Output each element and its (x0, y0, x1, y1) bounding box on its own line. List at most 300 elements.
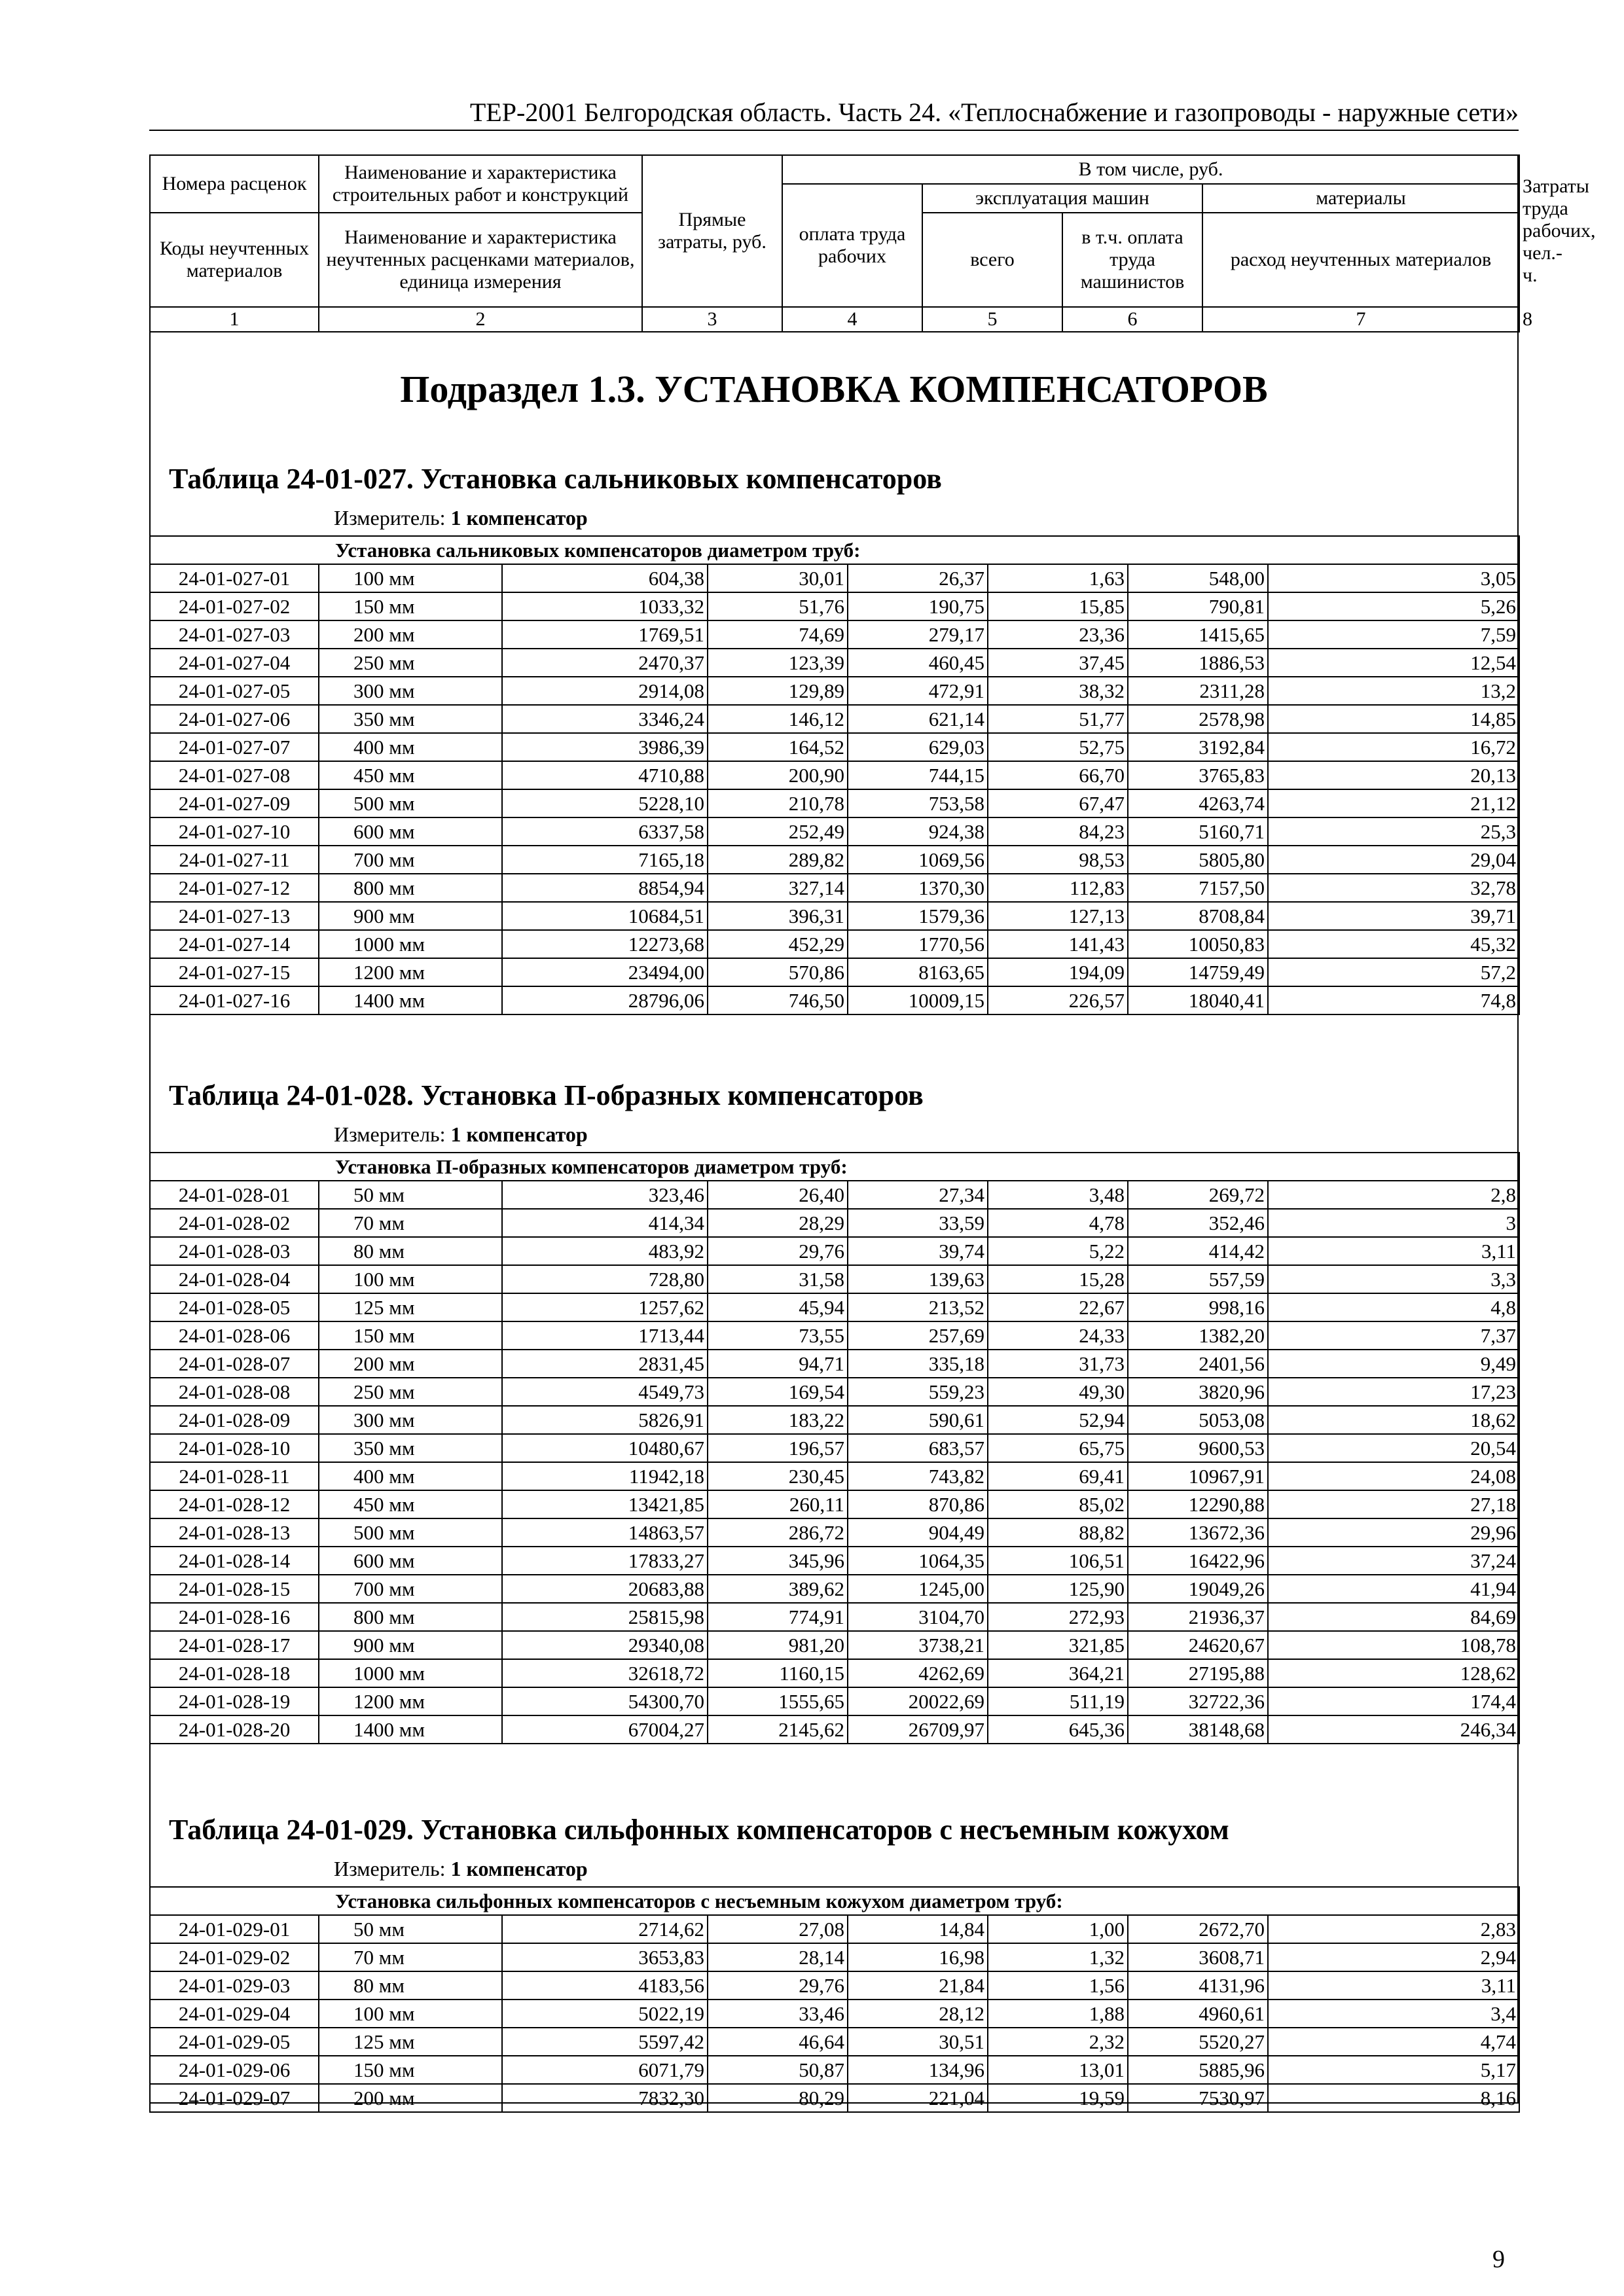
operator-pay-cell: 194,09 (988, 958, 1128, 986)
diameter-cell: 450 мм (319, 761, 502, 789)
direct-cost-cell: 4183,56 (502, 1971, 708, 2000)
diameter-cell: 200 мм (319, 620, 502, 649)
labor-hours-cell: 4,74 (1268, 2028, 1519, 2056)
header-rule (149, 130, 1519, 131)
group-row (150, 1153, 1519, 1181)
materials-cell: 1415,65 (1128, 620, 1268, 649)
direct-cost-cell: 5022,19 (502, 2000, 708, 2028)
labor-hours-cell: 7,59 (1268, 620, 1519, 649)
materials-cell: 13672,36 (1128, 1518, 1268, 1547)
table-027 (149, 535, 1520, 1015)
rate-code-cell: 24-01-027-13 (150, 902, 319, 930)
direct-cost-cell: 54300,70 (502, 1687, 708, 1715)
operator-pay-cell: 37,45 (988, 649, 1128, 677)
table-row (150, 1547, 1519, 1575)
labor-hours-cell: 12,54 (1268, 649, 1519, 677)
diameter-cell: 100 мм (319, 1265, 502, 1293)
labor-pay-cell: 230,45 (708, 1462, 848, 1490)
machines-total-cell: 1370,30 (848, 874, 988, 902)
machines-total-cell: 1245,00 (848, 1575, 988, 1603)
diameter-cell: 250 мм (319, 649, 502, 677)
machines-total-cell: 1064,35 (848, 1547, 988, 1575)
labor-hours-cell: 24,08 (1268, 1462, 1519, 1490)
labor-hours-cell: 13,2 (1268, 677, 1519, 705)
machines-total-cell: 3104,70 (848, 1603, 988, 1631)
materials-cell: 4960,61 (1128, 2000, 1268, 2028)
labor-pay-cell: 746,50 (708, 986, 848, 1014)
materials-cell: 5885,96 (1128, 2056, 1268, 2084)
running-header: ТЕР-2001 Белгородская область. Часть 24. «Теплоснабжение и газопроводы - наружные сети» (469, 98, 1519, 127)
direct-cost-cell: 6337,58 (502, 817, 708, 846)
col2-header-bottom: Наименование и характеристика неучтенных расценками материалов, единица измерения (319, 213, 642, 307)
operator-pay-cell: 645,36 (988, 1715, 1128, 1744)
materials-cell: 3820,96 (1128, 1378, 1268, 1406)
table-row (150, 846, 1519, 874)
labor-hours-cell: 84,69 (1268, 1603, 1519, 1631)
diameter-cell: 1000 мм (319, 930, 502, 958)
rate-code-cell: 24-01-029-07 (150, 2084, 319, 2112)
operator-pay-cell: 1,56 (988, 1971, 1128, 2000)
diameter-cell: 800 мм (319, 1603, 502, 1631)
table-row (150, 705, 1519, 733)
table-029-title: Таблица 24-01-029. Установка сильфонных компенсаторов с несъемным кожухом (169, 1814, 1229, 1846)
diameter-cell: 700 мм (319, 1575, 502, 1603)
labor-hours-cell: 41,94 (1268, 1575, 1519, 1603)
materials-cell: 16422,96 (1128, 1547, 1268, 1575)
direct-cost-cell: 25815,98 (502, 1603, 708, 1631)
col-num-2: 2 (319, 307, 642, 332)
col4-header: оплата труда рабочих (782, 184, 922, 307)
rate-code-cell: 24-01-028-02 (150, 1209, 319, 1237)
labor-pay-cell: 286,72 (708, 1518, 848, 1547)
machines-total-cell: 629,03 (848, 733, 988, 761)
materials-cell: 3608,71 (1128, 1943, 1268, 1971)
diameter-cell: 150 мм (319, 2056, 502, 2084)
operator-pay-cell: 5,22 (988, 1237, 1128, 1265)
group-label: Установка сильфонных компенсаторов с несъемным кожухом диаметром труб: (150, 1887, 1519, 1915)
operator-pay-cell: 1,88 (988, 2000, 1128, 2028)
rate-code-cell: 24-01-027-03 (150, 620, 319, 649)
table-row (150, 1687, 1519, 1715)
rate-code-cell: 24-01-027-10 (150, 817, 319, 846)
table-row (150, 1265, 1519, 1293)
operator-pay-cell: 65,75 (988, 1434, 1128, 1462)
machines-total-cell: 221,04 (848, 2084, 988, 2112)
labor-hours-cell: 4,8 (1268, 1293, 1519, 1321)
direct-cost-cell: 10684,51 (502, 902, 708, 930)
diameter-cell: 600 мм (319, 817, 502, 846)
labor-hours-cell: 2,83 (1268, 1915, 1519, 1943)
machines-total-cell: 190,75 (848, 592, 988, 620)
operator-pay-cell: 141,43 (988, 930, 1128, 958)
direct-cost-cell: 5826,91 (502, 1406, 708, 1434)
labor-pay-cell: 252,49 (708, 817, 848, 846)
table-row (150, 1518, 1519, 1547)
table-row (150, 1434, 1519, 1462)
labor-hours-cell: 74,8 (1268, 986, 1519, 1014)
operator-pay-cell: 66,70 (988, 761, 1128, 789)
rate-code-cell: 24-01-027-05 (150, 677, 319, 705)
operator-pay-cell: 1,63 (988, 564, 1128, 592)
machines-total-cell: 16,98 (848, 1943, 988, 1971)
operator-pay-cell: 106,51 (988, 1547, 1128, 1575)
operator-pay-cell: 3,48 (988, 1181, 1128, 1209)
labor-hours-cell: 3,11 (1268, 1237, 1519, 1265)
diameter-cell: 200 мм (319, 2084, 502, 2112)
labor-pay-cell: 94,71 (708, 1350, 848, 1378)
machines-total-cell: 26,37 (848, 564, 988, 592)
machines-total-cell: 20022,69 (848, 1687, 988, 1715)
diameter-cell: 400 мм (319, 733, 502, 761)
labor-hours-cell: 45,32 (1268, 930, 1519, 958)
direct-cost-cell: 323,46 (502, 1181, 708, 1209)
materials-cell: 18040,41 (1128, 986, 1268, 1014)
table-row (150, 2084, 1519, 2112)
operator-pay-cell: 321,85 (988, 1631, 1128, 1659)
labor-pay-cell: 200,90 (708, 761, 848, 789)
machines-total-cell: 870,86 (848, 1490, 988, 1518)
col2-header-top: Наименование и характеристика строительных работ и конструкций (319, 155, 642, 213)
labor-pay-cell: 396,31 (708, 902, 848, 930)
table-row (150, 958, 1519, 986)
table-028-title: Таблица 24-01-028. Установка П-образных компенсаторов (169, 1079, 924, 1111)
materials-cell: 3765,83 (1128, 761, 1268, 789)
diameter-cell: 125 мм (319, 2028, 502, 2056)
operator-pay-cell: 125,90 (988, 1575, 1128, 1603)
machines-total-cell: 257,69 (848, 1321, 988, 1350)
table-028-measure (334, 1121, 588, 1148)
col1-header-bottom: Коды неучтенных материалов (150, 213, 319, 307)
materials-cell: 5053,08 (1128, 1406, 1268, 1434)
table-row (150, 1575, 1519, 1603)
table-row (150, 1293, 1519, 1321)
operator-pay-cell: 31,73 (988, 1350, 1128, 1378)
direct-cost-cell: 12273,68 (502, 930, 708, 958)
labor-hours-cell: 9,49 (1268, 1350, 1519, 1378)
machines-total-cell: 743,82 (848, 1462, 988, 1490)
machines-total-cell: 753,58 (848, 789, 988, 817)
table-row (150, 1237, 1519, 1265)
table-row (150, 761, 1519, 789)
table-row (150, 986, 1519, 1014)
rate-code-cell: 24-01-028-07 (150, 1350, 319, 1378)
materials-cell: 8708,84 (1128, 902, 1268, 930)
materials-cell: 790,81 (1128, 592, 1268, 620)
table-row (150, 1971, 1519, 2000)
machines-total-cell: 39,74 (848, 1237, 988, 1265)
diameter-cell: 500 мм (319, 1518, 502, 1547)
rate-code-cell: 24-01-027-01 (150, 564, 319, 592)
operator-pay-cell: 23,36 (988, 620, 1128, 649)
machines-total-cell: 14,84 (848, 1915, 988, 1943)
table-027-measure (334, 504, 588, 531)
col-num-7: 7 (1202, 307, 1519, 332)
rate-code-cell: 24-01-029-02 (150, 1943, 319, 1971)
table-row (150, 649, 1519, 677)
table-027-title: Таблица 24-01-027. Установка сальниковых компенсаторов (169, 463, 942, 495)
direct-cost-cell: 4549,73 (502, 1378, 708, 1406)
labor-pay-cell: 327,14 (708, 874, 848, 902)
direct-cost-cell: 29340,08 (502, 1631, 708, 1659)
direct-cost-cell: 5228,10 (502, 789, 708, 817)
diameter-cell: 200 мм (319, 1350, 502, 1378)
materials-cell: 19049,26 (1128, 1575, 1268, 1603)
col3-header: Прямые затраты, руб. (642, 155, 782, 307)
labor-pay-cell: 45,94 (708, 1293, 848, 1321)
table-row (150, 1209, 1519, 1237)
machines-total-cell: 8163,65 (848, 958, 988, 986)
measure-value: 1 компенсатор (450, 1122, 588, 1146)
diameter-cell: 70 мм (319, 1943, 502, 1971)
labor-hours-cell: 14,85 (1268, 705, 1519, 733)
operator-pay-cell: 2,32 (988, 2028, 1128, 2056)
labor-pay-cell: 210,78 (708, 789, 848, 817)
materials-cell: 2311,28 (1128, 677, 1268, 705)
col-num-3: 3 (642, 307, 782, 332)
diameter-cell: 125 мм (319, 1293, 502, 1321)
labor-pay-cell: 774,91 (708, 1603, 848, 1631)
col6-header: в т.ч. оплата труда машинистов (1062, 213, 1202, 307)
labor-pay-cell: 129,89 (708, 677, 848, 705)
labor-hours-cell: 17,23 (1268, 1378, 1519, 1406)
labor-pay-cell: 260,11 (708, 1490, 848, 1518)
materials-cell: 10050,83 (1128, 930, 1268, 958)
labor-pay-cell: 33,46 (708, 2000, 848, 2028)
materials-cell: 27195,88 (1128, 1659, 1268, 1687)
labor-hours-cell: 3,3 (1268, 1265, 1519, 1293)
labor-pay-cell: 27,08 (708, 1915, 848, 1943)
materials-cell: 12290,88 (1128, 1490, 1268, 1518)
rate-code-cell: 24-01-028-06 (150, 1321, 319, 1350)
table-028 (149, 1152, 1520, 1744)
labor-pay-cell: 2145,62 (708, 1715, 848, 1744)
rate-code-cell: 24-01-028-14 (150, 1547, 319, 1575)
labor-hours-cell: 3,4 (1268, 2000, 1519, 2028)
measure-value: 1 компенсатор (450, 506, 588, 529)
diameter-cell: 50 мм (319, 1181, 502, 1209)
table-row (150, 902, 1519, 930)
operator-pay-cell: 13,01 (988, 2056, 1128, 2084)
table-row (150, 1603, 1519, 1631)
materials-cell: 2672,70 (1128, 1915, 1268, 1943)
rate-code-cell: 24-01-028-01 (150, 1181, 319, 1209)
col-num-1: 1 (150, 307, 319, 332)
labor-hours-cell: 3 (1268, 1209, 1519, 1237)
materials-cell: 2401,56 (1128, 1350, 1268, 1378)
labor-hours-cell: 39,71 (1268, 902, 1519, 930)
direct-cost-cell: 414,34 (502, 1209, 708, 1237)
group-row (150, 536, 1519, 564)
table-row (150, 874, 1519, 902)
diameter-cell: 300 мм (319, 677, 502, 705)
col7-header: расход неучтенных материалов (1202, 213, 1519, 307)
rate-code-cell: 24-01-029-01 (150, 1915, 319, 1943)
operator-pay-cell: 24,33 (988, 1321, 1128, 1350)
labor-pay-cell: 1160,15 (708, 1659, 848, 1687)
operator-pay-cell: 364,21 (988, 1659, 1128, 1687)
direct-cost-cell: 32618,72 (502, 1659, 708, 1687)
direct-cost-cell: 728,80 (502, 1265, 708, 1293)
operator-pay-cell: 511,19 (988, 1687, 1128, 1715)
operator-pay-cell: 52,75 (988, 733, 1128, 761)
direct-cost-cell: 3986,39 (502, 733, 708, 761)
table-row (150, 677, 1519, 705)
rate-code-cell: 24-01-029-03 (150, 1971, 319, 2000)
machines-total-cell: 1579,36 (848, 902, 988, 930)
materials-cell: 38148,68 (1128, 1715, 1268, 1744)
materials-cell: 32722,36 (1128, 1687, 1268, 1715)
group-label: Установка сальниковых компенсаторов диаметром труб: (150, 536, 1519, 564)
diameter-cell: 70 мм (319, 1209, 502, 1237)
labor-hours-cell: 20,54 (1268, 1434, 1519, 1462)
materials-cell: 3192,84 (1128, 733, 1268, 761)
labor-pay-cell: 981,20 (708, 1631, 848, 1659)
table-row (150, 1715, 1519, 1744)
labor-pay-cell: 28,29 (708, 1209, 848, 1237)
labor-pay-cell: 345,96 (708, 1547, 848, 1575)
rate-code-cell: 24-01-028-18 (150, 1659, 319, 1687)
diameter-cell: 250 мм (319, 1378, 502, 1406)
diameter-cell: 1200 мм (319, 1687, 502, 1715)
labor-pay-cell: 570,86 (708, 958, 848, 986)
direct-cost-cell: 604,38 (502, 564, 708, 592)
labor-pay-cell: 196,57 (708, 1434, 848, 1462)
labor-pay-cell: 1555,65 (708, 1687, 848, 1715)
direct-cost-cell: 5597,42 (502, 2028, 708, 2056)
rate-code-cell: 24-01-028-19 (150, 1687, 319, 1715)
direct-cost-cell: 4710,88 (502, 761, 708, 789)
operator-pay-cell: 22,67 (988, 1293, 1128, 1321)
diameter-cell: 1400 мм (319, 986, 502, 1014)
diameter-cell: 350 мм (319, 1434, 502, 1462)
table-row (150, 1181, 1519, 1209)
labor-hours-cell: 25,3 (1268, 817, 1519, 846)
rate-code-cell: 24-01-028-12 (150, 1490, 319, 1518)
materials-cell: 7157,50 (1128, 874, 1268, 902)
labor-pay-cell: 123,39 (708, 649, 848, 677)
machines-total-cell: 590,61 (848, 1406, 988, 1434)
table-row (150, 1915, 1519, 1943)
direct-cost-cell: 1257,62 (502, 1293, 708, 1321)
table-row (150, 2000, 1519, 2028)
operator-pay-cell: 52,94 (988, 1406, 1128, 1434)
col1-header-top: Номера расценок (150, 155, 319, 213)
labor-pay-cell: 31,58 (708, 1265, 848, 1293)
machines-total-cell: 744,15 (848, 761, 988, 789)
table-row (150, 620, 1519, 649)
labor-pay-cell: 51,76 (708, 592, 848, 620)
labor-pay-cell: 74,69 (708, 620, 848, 649)
labor-pay-cell: 30,01 (708, 564, 848, 592)
labor-hours-cell: 29,96 (1268, 1518, 1519, 1547)
labor-hours-cell: 32,78 (1268, 874, 1519, 902)
table-row (150, 1631, 1519, 1659)
rate-code-cell: 24-01-027-06 (150, 705, 319, 733)
diameter-cell: 800 мм (319, 874, 502, 902)
materials-cell: 5805,80 (1128, 846, 1268, 874)
rate-code-cell: 24-01-027-04 (150, 649, 319, 677)
labor-pay-cell: 289,82 (708, 846, 848, 874)
materials-cell: 557,59 (1128, 1265, 1268, 1293)
diameter-cell: 700 мм (319, 846, 502, 874)
rate-code-cell: 24-01-028-08 (150, 1378, 319, 1406)
table-row (150, 930, 1519, 958)
operator-pay-cell: 1,32 (988, 1943, 1128, 1971)
operator-pay-cell: 15,28 (988, 1265, 1128, 1293)
operator-pay-cell: 127,13 (988, 902, 1128, 930)
table-row (150, 1659, 1519, 1687)
direct-cost-cell: 13421,85 (502, 1490, 708, 1518)
labor-pay-cell: 29,76 (708, 1237, 848, 1265)
labor-hours-cell: 29,04 (1268, 846, 1519, 874)
materials-cell: 2578,98 (1128, 705, 1268, 733)
rate-code-cell: 24-01-028-11 (150, 1462, 319, 1490)
col5-header: всего (922, 213, 1062, 307)
direct-cost-cell: 3653,83 (502, 1943, 708, 1971)
labor-pay-cell: 164,52 (708, 733, 848, 761)
machines-total-cell: 3738,21 (848, 1631, 988, 1659)
materials-cell: 21936,37 (1128, 1603, 1268, 1631)
diameter-cell: 300 мм (319, 1406, 502, 1434)
diameter-cell: 600 мм (319, 1547, 502, 1575)
direct-cost-cell: 14863,57 (502, 1518, 708, 1547)
direct-cost-cell: 17833,27 (502, 1547, 708, 1575)
direct-cost-cell: 1033,32 (502, 592, 708, 620)
table-row (150, 2028, 1519, 2056)
labor-hours-cell: 8,16 (1268, 2084, 1519, 2112)
table-row (150, 789, 1519, 817)
diameter-cell: 450 мм (319, 1490, 502, 1518)
machines-total-cell: 1770,56 (848, 930, 988, 958)
labor-hours-cell: 2,8 (1268, 1181, 1519, 1209)
labor-pay-cell: 452,29 (708, 930, 848, 958)
table-row (150, 1350, 1519, 1378)
materials-cell: 4131,96 (1128, 1971, 1268, 2000)
machines-total-cell: 904,49 (848, 1518, 988, 1547)
operator-pay-cell: 1,00 (988, 1915, 1128, 1943)
machines-total-cell: 21,84 (848, 1971, 988, 2000)
table-row (150, 2056, 1519, 2084)
rate-code-cell: 24-01-029-06 (150, 2056, 319, 2084)
diameter-cell: 1000 мм (319, 1659, 502, 1687)
operator-pay-cell: 84,23 (988, 817, 1128, 846)
diameter-cell: 500 мм (319, 789, 502, 817)
direct-cost-cell: 3346,24 (502, 705, 708, 733)
operator-pay-cell: 19,59 (988, 2084, 1128, 2112)
diameter-cell: 100 мм (319, 2000, 502, 2028)
labor-hours-cell: 27,18 (1268, 1490, 1519, 1518)
page-number: 9 (1492, 2246, 1505, 2273)
group-row (150, 1887, 1519, 1915)
machines-total-cell: 27,34 (848, 1181, 988, 1209)
measure-label: Измеритель: (334, 1122, 446, 1146)
labor-hours-cell: 174,4 (1268, 1687, 1519, 1715)
diameter-cell: 900 мм (319, 1631, 502, 1659)
rate-code-cell: 24-01-027-11 (150, 846, 319, 874)
diameter-cell: 150 мм (319, 1321, 502, 1350)
subsection-title: Подраздел 1.3. УСТАНОВКА КОМПЕНСАТОРОВ (400, 368, 1268, 410)
table-row (150, 817, 1519, 846)
measure-value: 1 компенсатор (450, 1857, 588, 1880)
direct-cost-cell: 11942,18 (502, 1462, 708, 1490)
col-num-6: 6 (1062, 307, 1202, 332)
table-row (150, 1462, 1519, 1490)
machines-header: эксплуатация машин (922, 184, 1202, 213)
materials-cell: 24620,67 (1128, 1631, 1268, 1659)
rate-code-cell: 24-01-028-20 (150, 1715, 319, 1744)
diameter-cell: 1200 мм (319, 958, 502, 986)
incl-header: В том числе, руб. (782, 155, 1519, 184)
